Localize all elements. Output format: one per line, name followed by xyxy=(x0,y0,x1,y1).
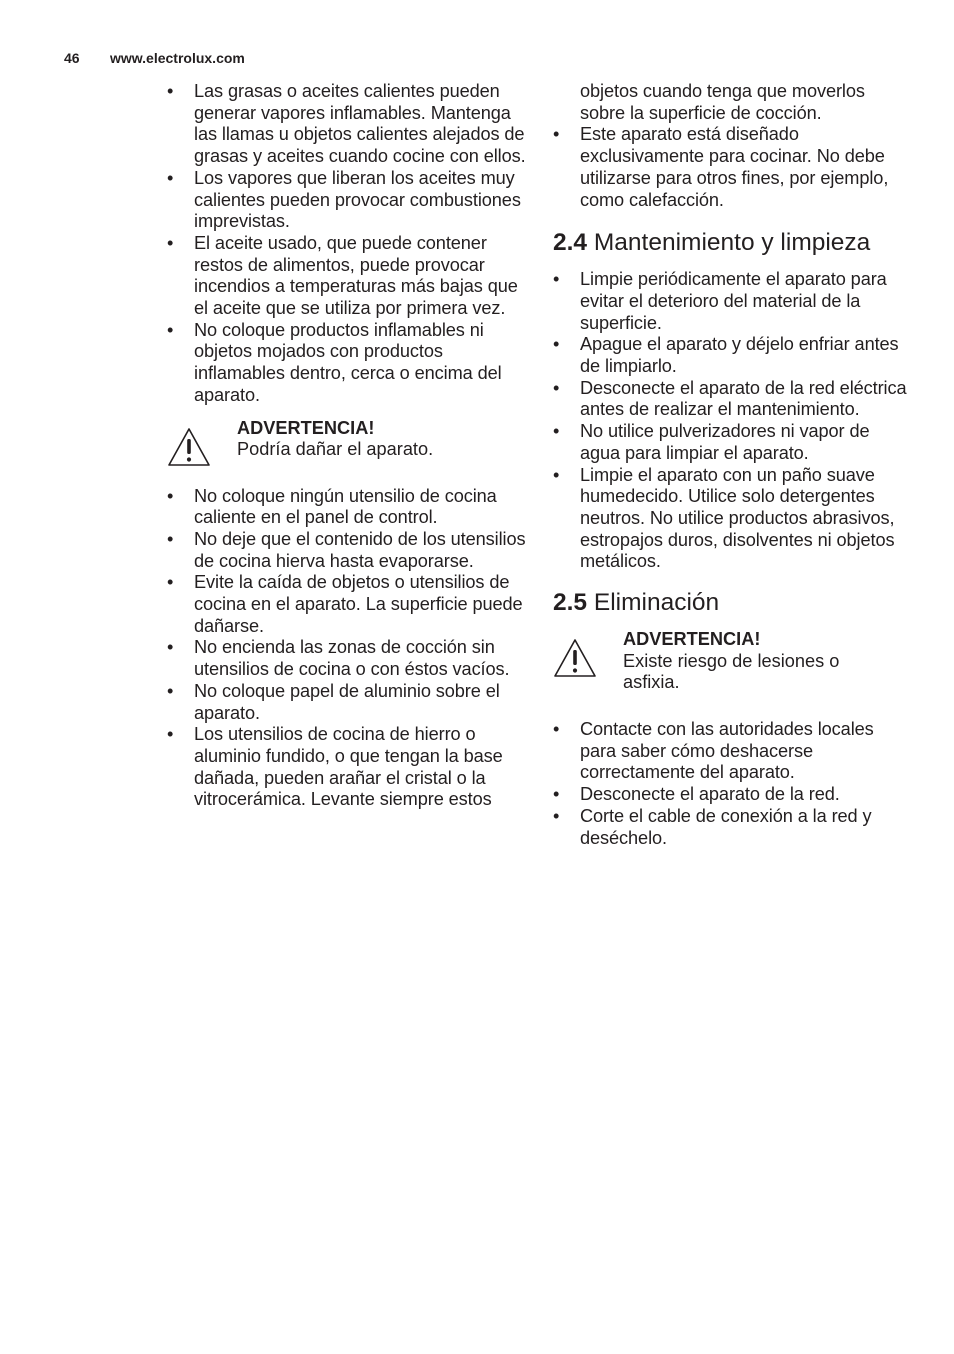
disposal-list xyxy=(553,719,909,849)
list-item: • No utilice pulverizadores ni vapor de agua para limpiar el aparato. xyxy=(553,421,909,464)
list-item: • No coloque papel de aluminio sobre el aparato. xyxy=(167,681,527,724)
warning-title: ADVERTENCIA! xyxy=(237,417,375,438)
list-item: • Contacte con las autoridades locales para saber cómo deshacerse correctamente del aparato. xyxy=(553,719,909,784)
list-item: • No deje que el contenido de los utensilios de cocina hierva hasta evaporarse. xyxy=(167,529,527,572)
maintenance-list xyxy=(553,269,909,573)
continued-text: objetos cuando tenga que moverlos sobre la superficie de cocción. xyxy=(580,81,865,123)
warning-triangle-icon xyxy=(167,427,211,467)
warning-title: ADVERTENCIA! xyxy=(623,629,761,650)
section-title: Eliminación xyxy=(593,589,720,617)
list-item: • No encienda las zonas de cocción sin utensilios de cocina o con éstos vacíos. xyxy=(167,637,527,680)
warning-text: Podría dañar el aparato. xyxy=(237,439,434,460)
list-item: • Desconecte el aparato de la red eléctrica antes de realizar el mantenimiento. xyxy=(553,378,909,421)
list-item: • Limpie el aparato con un paño suave humedecido. Utilice solo detergentes neutros. No utilice productos abrasivos, estropajos duros, disolventes ni objetos metálicos. xyxy=(553,465,909,574)
list-item: • Los utensilios de cocina de hierro o aluminio fundido, o que tengan la base dañada, pueden arañar el cristal o la vitrocerámica. Levante siempre estos xyxy=(167,724,527,811)
page-number: 46 xyxy=(64,50,80,66)
section-title: Mantenimiento y limpieza xyxy=(593,229,871,257)
list-item: • El aceite usado, que puede contener restos de alimentos, puede provocar incendios a temperaturas más bajas que el aceite que se utiliza por primera vez. xyxy=(167,233,527,320)
list-item: • Limpie periódicamente el aparato para evitar el deterioro del material de la superficie. xyxy=(553,269,909,334)
section-heading-2-5 xyxy=(553,588,909,618)
list-item: • Las grasas o aceites calientes pueden generar vapores inflamables. Mantenga las llamas u objetos calientes alejados de grasas y aceites cuando cocine con ellos. xyxy=(167,81,527,168)
section-number: 2.5 xyxy=(553,589,588,617)
usage-list xyxy=(553,124,909,211)
list-item: • Desconecte el aparato de la red. xyxy=(553,784,909,806)
list-item: • Corte el cable de conexión a la red y deséchelo. xyxy=(553,806,909,849)
list-item: • Los vapores que liberan los aceites muy calientes pueden provocar combustiones imprevistas. xyxy=(167,168,527,233)
warning-box xyxy=(553,629,909,715)
page-header xyxy=(64,50,245,66)
warning-text: Existe riesgo de lesiones o asfixia. xyxy=(623,650,840,693)
warning-box xyxy=(167,418,527,482)
right-column xyxy=(553,81,909,849)
left-column xyxy=(167,81,527,811)
list-item: • Apague el aparato y déjelo enfriar antes de limpiarlo. xyxy=(553,334,909,377)
list-item: • No coloque ningún utensilio de cocina caliente en el panel de control. xyxy=(167,486,527,529)
list-item: • Evite la caída de objetos o utensilios de cocina en el aparato. La superficie puede dañarse. xyxy=(167,572,527,637)
list-item: • No coloque productos inflamables ni objetos mojados con productos inflamables dentro, cerca o encima del aparato. xyxy=(167,320,527,407)
safety-list-1 xyxy=(167,81,527,407)
list-item: • Este aparato está diseñado exclusivamente para cocinar. No debe utilizarse para otros fines, por ejemplo, como calefacción. xyxy=(553,124,909,211)
safety-list-2 xyxy=(167,486,527,812)
warning-triangle-icon xyxy=(553,638,597,678)
website-url: www.electrolux.com xyxy=(110,50,245,66)
section-number: 2.4 xyxy=(553,229,588,257)
section-heading-2-4 xyxy=(553,228,909,258)
